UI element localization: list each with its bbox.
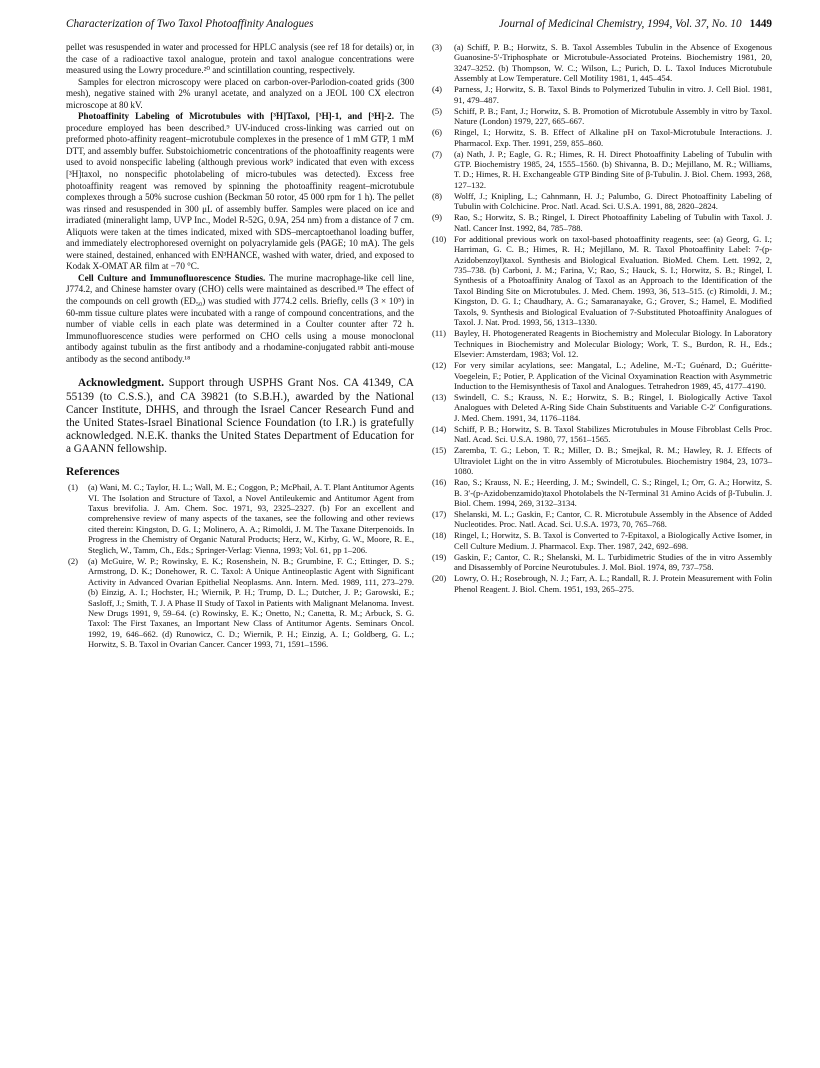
reference-item xyxy=(430,328,772,359)
running-header xyxy=(66,18,772,30)
reference-number: (15) xyxy=(432,445,447,456)
reference-number: (1) xyxy=(68,482,78,493)
body-paragraph: pellet was resuspended in water and processed for HPLC analysis (see ref 18 for details) or, in the case of a radioactive taxol analogue, protein and taxol analogue concentrations were measured using the Lowry procedure.²⁰ and scintillation counting, respectively. xyxy=(66,42,414,76)
reference-number: (4) xyxy=(432,84,442,95)
section-run-in-heading: Cell Culture and Immunofluorescence Studies. xyxy=(78,272,266,283)
reference-item xyxy=(66,482,414,555)
paragraph-text: The murine macrophage-like cell line, J774.2, and Chinese hamster ovary (CHO) cells were maintained as described.¹⁸ The effect of the compounds on cell growth (ED₅₀) was studied with J774.2 cells. Briefly, cells (3 × 10⁵) in 60-mm tissue culture plates were incubated with a range of compound concentrations, and the number of viable cells in each plate was determined in a Coulter counter after 72 h. Immunofluorescence studies were performed on CHO cells using a mouse monoclonal antibody against tubulin as the first antibody and a rhodamine-conjugated rabbit anti-mouse antibody as the second antibody.¹⁸ xyxy=(66,272,414,364)
right-column xyxy=(430,42,772,595)
reference-text: Ringel, I.; Horwitz, S. B. Effect of Alkaline pH on Taxol-Microtubule Interactions. J. Pharmacol. Exp. Ther. 1991, 259, 855–860. xyxy=(454,127,772,148)
body-paragraph: Samples for electron microscopy were placed on carbon-over-Parlodion-coated grids (300 mesh), negative stained with 2% uranyl acetate, and analyzed on a JEOL 100 CX electron microscope at 80 kV. xyxy=(66,76,414,110)
reference-item xyxy=(430,212,772,233)
reference-text: (a) Nath, J. P.; Eagle, G. R.; Himes, R. H. Direct Photoaffinity Labeling of Tubulin with GTP. Biochemistry 1985, 24, 1555–1560. (b) Shivanna, B. D.; Mejillano, M. R.; Williams, T. D.; Himes, R. H. Exchangeable GTP Binding Site of β-Tubulin. J. Biol. Chem. 1993, 268, 127–132. xyxy=(454,148,772,190)
reference-number: (16) xyxy=(432,477,447,488)
reference-item xyxy=(430,84,772,105)
reference-item xyxy=(430,552,772,573)
reference-text: Shelanski, M. L.; Gaskin, F.; Cantor, C. R. Microtubule Assembly in the Absence of Added Nucleotides. Proc. Natl. Acad. Sci. U.S.A. 1973, 70, 765–768. xyxy=(454,508,772,530)
reference-number: (2) xyxy=(68,555,78,566)
reference-item xyxy=(430,445,772,476)
reference-text: Bayley, H. Photogenerated Reagents in Biochemistry and Molecular Biology. In Laboratory Techniques in Biochemistry and Molecular Biology; Work, T. S., Burdon, R. H., Eds.; Elsevier: Amsterdam, 1983; Vol. 12. xyxy=(454,328,772,360)
running-title: Characterization of Two Taxol Photoaffinity Analogues xyxy=(66,18,314,30)
acknowledgment-heading: Acknowledgment. xyxy=(78,377,165,390)
reference-number: (12) xyxy=(432,360,447,371)
reference-number: (18) xyxy=(432,530,447,541)
reference-number: (11) xyxy=(432,328,446,339)
reference-item xyxy=(430,392,772,423)
reference-item xyxy=(430,42,772,84)
reference-item xyxy=(430,149,772,191)
body-paragraph xyxy=(66,111,414,273)
references-heading: References xyxy=(66,465,120,478)
page-number: 1449 xyxy=(749,18,772,30)
reference-item xyxy=(430,424,772,445)
acknowledgment-text: Support through USPHS Grant Nos. CA 41349, CA 55139 (to C.S.S.), and CA 39821 (to S.B.H.), awarded by the National Cancer Institute, DHHS, and through the Israel Cancer Research Fund and the United States-Israel Binational Science Foundation (to I.R.) is gratefully acknowledged. N.E.K. thanks the United States Department of Education for a GAANN fellowship. xyxy=(66,377,414,456)
reference-text: Rao, S.; Horwitz, S. B.; Ringel, I. Direct Photoaffinity Labeling of Tubulin with Taxol. J. Natl. Cancer Inst. 1992, 84, 785–788. xyxy=(454,212,772,233)
reference-number: (9) xyxy=(432,212,442,223)
paragraph-text: The procedure employed has been described.⁹ UV-induced cross-linking was carried out on preformed photo-affinity reagent–microtubule complexes in the presence of 1 mM GTP, 1 mM DTT, and assembly buffer. Substoichiometric concentrations of the photoaffinity reagents were used to avoid nonspecific labeling (although previous work⁹ indicated that even with excess [³H]taxol, no nonspecific photolabeling of micro-tubules was detected). Excess free photoaffinity reagent was removed by spinning the photoaffinity reagent–microtubule complexes through a 50% sucrose cushion (Beckman 50 rotor, 45 000 rpm for 1 h). The pellet was rinsed and resuspended in 300 μL of assembly buffer. Samples were placed on ice and irradiated (mineralight lamp, UVP Inc., Model R-52G, 0.9A, 254 nm) from a distance of 7 cm. Aliquots were taken at the times indicated, mixed with SDS–mercaptoethanol loading buffer, and immediately electrophoresed overnight on polyacrylamide gels (PAGE; 10 mA). The gels were stained, destained, enhanced with EN³HANCE, washed with water, dried, and exposed to Kodak X-OMAT AR film at −70 °C. xyxy=(66,111,415,272)
reference-number: (19) xyxy=(432,551,447,562)
reference-text: Wolff, J.; Knipling, L.; Cahnmann, H. J.; Palumbo, G. Direct Photoaffinity Labeling of Tubulin with Colchicine. Proc. Natl. Acad. Sci. U.S.A. 1991, 88, 2820–2824. xyxy=(454,190,772,212)
reference-text: Rao, S.; Krauss, N. E.; Heerding, J. M.; Swindell, C. S.; Ringel, I.; Orr, G. A.; Horwitz, S. B. 3′-(p-Azidobenzamido)taxol Photolabels the N-Terminal 31 Amino Acids of β-Tubulin. J. Biol. Chem. 1994, 269, 3132–3134. xyxy=(454,477,772,508)
reference-item xyxy=(430,234,772,328)
reference-item xyxy=(430,360,772,391)
reference-item xyxy=(430,127,772,148)
reference-list-left xyxy=(66,482,414,650)
reference-item xyxy=(66,556,414,650)
reference-number: (7) xyxy=(432,148,442,159)
reference-text: Zaremba, T. G.; Lebon, T. R.; Miller, D. B.; Smejkal, R. M.; Hawley, R. J. Effects of Ultraviolet Light on the in vitro Assembly of Microtubules. Biochemistry 1984, 23, 1073–1080. xyxy=(454,445,772,477)
reference-number: (14) xyxy=(432,423,447,434)
reference-text: Lowry, O. H.; Rosebrough, N. J.; Farr, A. L.; Randall, R. J. Protein Measurement with Folin Phenol Reagent. J. Biol. Chem. 1951, 193, 265–275. xyxy=(454,573,772,594)
reference-list-right xyxy=(430,42,772,594)
reference-text: For additional previous work on taxol-based photoaffinity reagents, see: (a) Georg, G. I.; Harriman, G. C. B.; Himes, R. H.; Mejillano, M. R. Taxol Photoaffinity Label: 7-(p-Azidobenzoyl)taxol. Synthesis and Biological Evaluation. BioMed. Chem. Lett. 1992, 2, 735–738. (b) Carboni, J. M.; Farina, V.; Rao, S.; Hauck, S. I.; Horwitz, S. B.; Ringel, I. Synthesis of a Photoaffinity Analog of Taxol as an Approach to the Identification of the Taxol Binding Site on Microtubules. J. Med. Chem. 1993, 36, 513–515. (c) Rimoldi, J. M.; Kingston, D. G. I.; Chaudhary, A. G.; Samaranayake, G.; Grover, S.; Hamel, E. Modified Taxols, 9. Synthesis and Biological Evaluation of 7-Substituted Photoaffinity Analogues of Taxol. J. Nat. Prod. 1993, 56, 1313–1330. xyxy=(454,233,772,328)
reference-number: (20) xyxy=(432,573,447,584)
reference-number: (13) xyxy=(432,391,447,402)
reference-item xyxy=(430,530,772,551)
reference-number: (17) xyxy=(432,508,447,519)
reference-text: Swindell, C. S.; Krauss, N. E.; Horwitz, S. B.; Ringel, I. Biologically Active Taxol Analogues with Deleted A-Ring Side Chain Substituents and Variable C-2′ Configurations. J. Med. Chem. 1991, 34, 1176–1184. xyxy=(454,391,772,423)
reference-text: Gaskin, F.; Cantor, C. R.; Shelanski, M. L. Turbidimetric Studies of the in vitro Assembly and Disassembly of Porcine Neurotubules. J. Mol. Biol. 1974, 89, 737–758. xyxy=(454,551,772,573)
reference-text: (a) Wani, M. C.; Taylor, H. L.; Wall, M. E.; Coggon, P.; McPhail, A. T. Plant Antitumor Agents VI. The Isolation and Structure of Taxol, a Novel Antileukemic and Antitumor Agent from Taxus brevifolia. J. Am. Chem. Soc. 1971, 93, 2325–2327. (b) For an excellent and comprehensive review of many aspects of the taxanes, see the following and other reviews cited therein: Kingston, D. G. I.; Molinero, A. A.; Rimoldi, J. M. The Taxane Diterpenoids. In Progress in the Chemistry of Organic Natural Products; Herz, W., Kirby, G. W., Moore, R. E., Steglich, W., Tamm, Ch., Eds.; Springer-Verlag: Vienna, 1993; Vol. 61, pp 1–206. xyxy=(88,482,414,555)
left-column xyxy=(66,42,414,650)
reference-number: (6) xyxy=(432,127,442,138)
reference-text: Schiff, P. B.; Fant, J.; Horwitz, S. B. Promotion of Microtubule Assembly in vitro by Taxol. Nature (London) 1979, 227, 665–667. xyxy=(454,105,772,127)
reference-text: Parness, J.; Horwitz, S. B. Taxol Binds to Polymerized Tubulin in vitro. J. Cell Biol. 1981, 91, 479–487. xyxy=(454,84,772,105)
reference-item xyxy=(430,509,772,530)
reference-number: (5) xyxy=(432,105,442,116)
reference-item xyxy=(430,191,772,212)
reference-text: (a) McGuire, W. P.; Rowinsky, E. K.; Rosenshein, N. B.; Grumbine, F. C.; Ettinger, D. S.; Armstrong, D. K.; Donehower, R. C. Taxol: A Unique Antineoplastic Agent with Significant Activity in Advanced Ovarian Epithelial Neoplasms. Ann. Intern. Med. 1989, 111, 273–279. (b) Einzig, A. I.; Hochster, H.; Wiernik, P. H.; Trump, D. L.; Dutcher, J. P.; Garowski, E.; Sasloff, J.; Smith, T. J. A Phase II Study of Taxol in Patients with Malignant Melanoma. Invest. New Drugs 1991, 9, 59–64. (c) Rowinsky, E. K.; Onetto, N.; Canetta, R. M.; Arbuck, S. G. Taxol: The First Taxanes, an Important New Class of Antitumor Agents. Seminars Oncol. 1992, 19, 646–662. (d) Runowicz, C. D.; Wiernik, P. H.; Einzig, A. I.; Goldberg, G. L.; Horwitz, S. B. Taxol in Ovarian Cancer. Cancer 1993, 71, 1591–1596. xyxy=(88,555,414,650)
reference-text: (a) Schiff, P. B.; Horwitz, S. B. Taxol Assembles Tubulin in the Absence of Exogenous Guanosine-5′-Triphosphate or Microtubule-Associated Proteins. Biochemistry 1981, 20, 3247–3252. (b) Thompson, W. C.; Wilson, L.; Purich, D. L. Taxol Induces Microtubule Assembly at Low Temperature. Cell Motility 1981, 1, 445–454. xyxy=(454,42,772,84)
journal-name: Journal of Medicinal Chemistry, 1994, Vol. 37, No. 10 xyxy=(498,18,742,30)
reference-number: (8) xyxy=(432,190,442,201)
reference-number: (3) xyxy=(432,42,442,52)
reference-text: Schiff, P. B.; Horwitz, S. B. Taxol Stabilizes Microtubules in Mouse Fibroblast Cells Proc. Natl. Acad. Sci. U.S.A. 1980, 77, 1561–1565. xyxy=(454,423,772,445)
reference-text: For very similar acylations, see: Mangatal, L.; Adeline, M.-T.; Guénard, D.; Guéritte-Voegelein, F.; Potier, P. Application of the Vicinal Oxyamination Reaction with Asymmetric Induction to the Hemisynthesis of Taxol and Analogues. Tetrahedron 1989, 45, 4177–4190. xyxy=(454,360,772,391)
reference-text: Ringel, I.; Horwitz, S. B. Taxol is Converted to 7-Epitaxol, a Biologically Active Isomer, in Cell Culture Medium. J. Pharmacol. Exp. Ther. 1987, 242, 692–698. xyxy=(454,530,772,551)
reference-number: (10) xyxy=(432,233,447,244)
body-paragraph xyxy=(66,273,414,365)
acknowledgment xyxy=(66,377,414,456)
section-run-in-heading: Photoaffinity Labeling of Microtubules with [³H]Taxol, [³H]-1, and [³H]-2. xyxy=(78,111,394,122)
journal-citation xyxy=(499,18,772,30)
reference-item xyxy=(430,477,772,508)
reference-item xyxy=(430,106,772,127)
reference-item xyxy=(430,573,772,594)
